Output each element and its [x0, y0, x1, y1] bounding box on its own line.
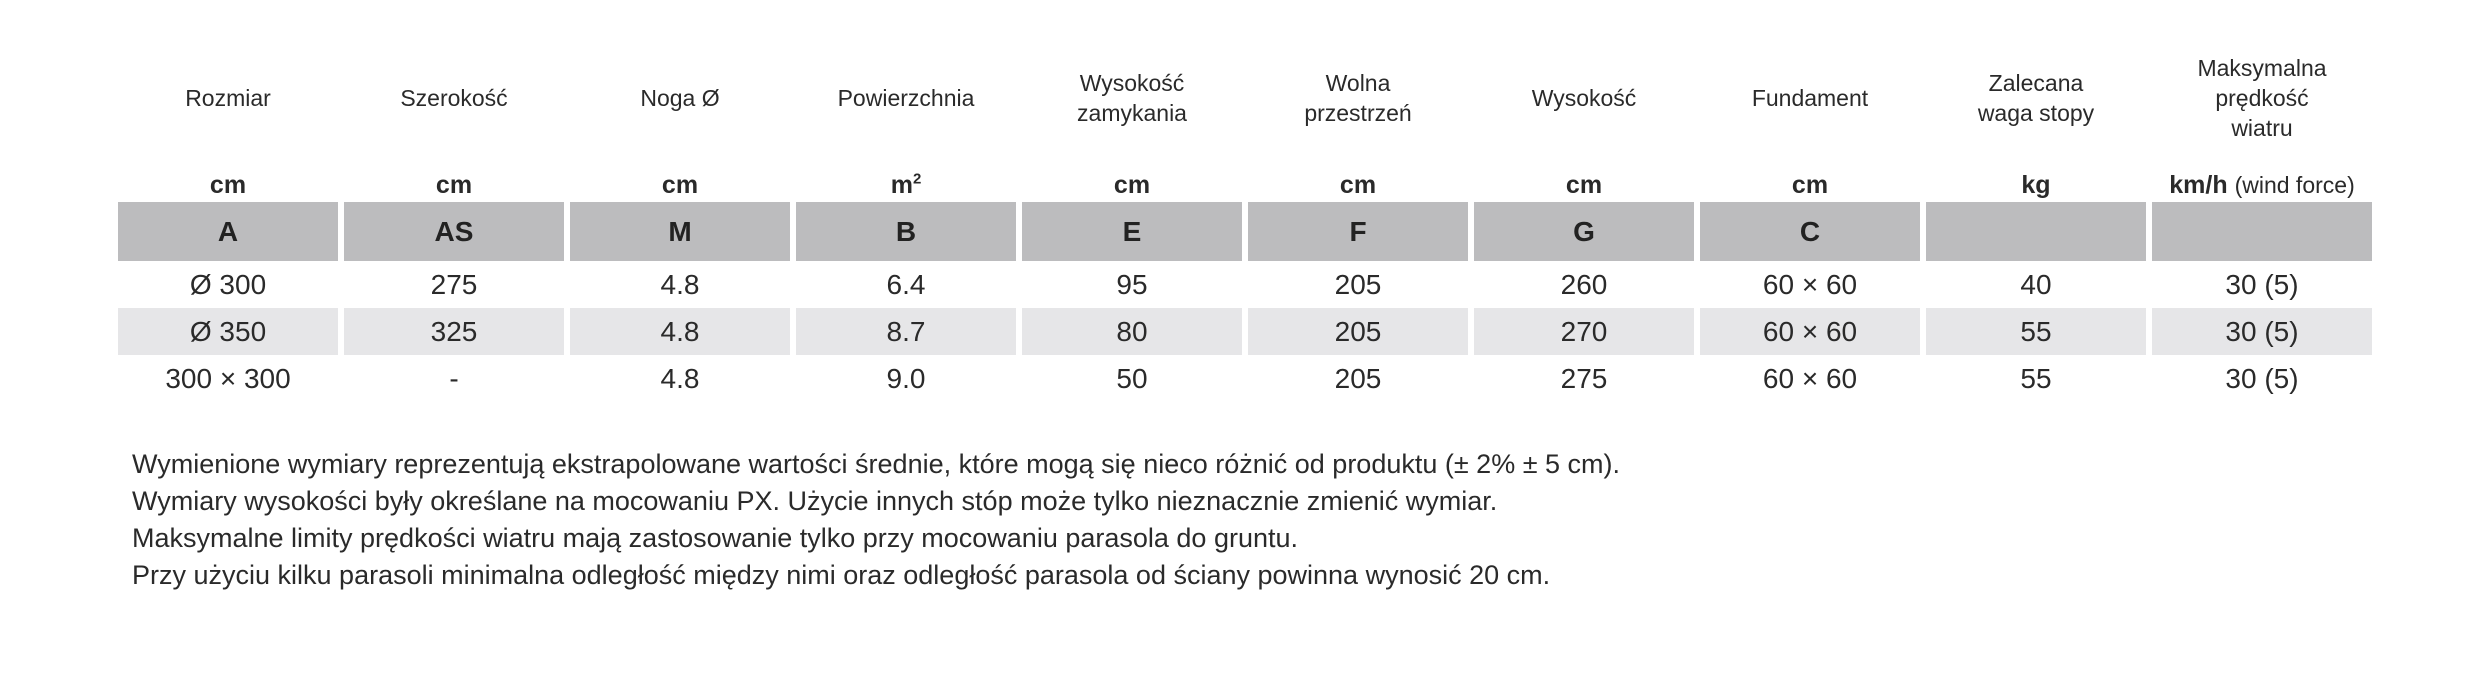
- header-noga: Noga Ø: [640, 84, 720, 111]
- table-cell: 4.8: [660, 269, 700, 300]
- table-cell: 325: [344, 308, 564, 355]
- table-cell: 205: [1334, 269, 1382, 300]
- table-cell: Ø 300: [189, 269, 267, 300]
- table-row: [118, 355, 2364, 402]
- table-cell: Ø 350: [118, 308, 338, 355]
- table-cell: 50: [1116, 363, 1148, 394]
- letter-cell: M: [570, 202, 790, 261]
- note-line: Przy użyciu kilku parasoli minimalna odległość między nimi oraz odległość parasola od ściany powinna wynosić 20 cm.: [132, 560, 1551, 590]
- letter-cell: C: [1700, 202, 1920, 261]
- spec-table: [118, 0, 2364, 402]
- table-cell: 60 × 60: [1762, 269, 1858, 300]
- table-cell: 9.0: [886, 363, 926, 394]
- table-cell: 55: [2020, 363, 2052, 394]
- unit-cell: cm: [661, 171, 699, 199]
- letter-cell: [2152, 202, 2372, 261]
- letter-cell: A: [118, 202, 338, 261]
- note-line: Wymiary wysokości były określane na mocowaniu PX. Użycie innych stóp może tylko nieznacznie zmienić wymiar.: [132, 486, 1498, 516]
- table-cell: 260: [1560, 269, 1608, 300]
- table-cell: 30 (5): [2152, 308, 2372, 355]
- table-cell: 4.8: [660, 363, 700, 394]
- unit-cell: cm: [1113, 171, 1151, 199]
- header-row: [118, 0, 2364, 140]
- letter-cell: B: [796, 202, 1016, 261]
- table-cell: 80: [1022, 308, 1242, 355]
- unit-kmh: km/h: [2169, 171, 2228, 199]
- letter-cell: [1926, 202, 2146, 261]
- letter-cell: E: [1022, 202, 1242, 261]
- table-row: [118, 308, 2364, 355]
- table-cell: 8.7: [796, 308, 1016, 355]
- table-cell: 60 × 60: [1762, 363, 1858, 394]
- unit-superscript: 2: [912, 170, 922, 188]
- letter-cell: F: [1248, 202, 1468, 261]
- unit-cell-wind: [2152, 170, 2372, 200]
- table-row: [118, 261, 2364, 308]
- unit-cell: kg: [2021, 171, 2051, 199]
- letter-cell: G: [1474, 202, 1694, 261]
- table-cell: 95: [1116, 269, 1148, 300]
- table-cell: 30 (5): [2225, 269, 2299, 300]
- header-predkosc-wiatru: Maksymalna prędkość wiatru: [2197, 54, 2327, 141]
- table-cell: 205: [1248, 308, 1468, 355]
- note-line: Maksymalne limity prędkości wiatru mają zastosowanie tylko przy mocowaniu parasola do gruntu.: [132, 523, 1298, 553]
- unit-cell: cm: [1565, 171, 1603, 199]
- unit-cell: cm: [1791, 171, 1829, 199]
- notes-block: [132, 446, 1620, 594]
- table-cell: 60 × 60: [1700, 308, 1920, 355]
- table-cell: -: [449, 363, 459, 394]
- note-line: Wymienione wymiary reprezentują ekstrapolowane wartości średnie, które mogą się nieco różnić od produktu (± 2% ± 5 cm).: [132, 449, 1621, 479]
- table-cell: 270: [1474, 308, 1694, 355]
- header-szerokosc: Szerokość: [400, 84, 508, 111]
- header-wysokosc: Wysokość: [1531, 84, 1637, 111]
- letter-cell: AS: [344, 202, 564, 261]
- unit-cell: cm: [1339, 171, 1377, 199]
- unit-m: m: [890, 171, 913, 199]
- table-cell: 300 × 300: [165, 363, 291, 394]
- table-cell: 4.8: [570, 308, 790, 355]
- header-fundament: Fundament: [1751, 84, 1869, 111]
- header-rozmiar: Rozmiar: [185, 84, 271, 111]
- header-powierzchnia: Powierzchnia: [837, 84, 975, 111]
- table-cell: 6.4: [886, 269, 926, 300]
- table-cell: 205: [1334, 363, 1382, 394]
- letters-row: [118, 202, 2364, 261]
- unit-cell: cm: [435, 171, 473, 199]
- units-row: [118, 170, 2364, 200]
- unit-cell-area: [796, 170, 1016, 200]
- unit-wind-force: (wind force): [2234, 172, 2355, 198]
- table-cell: 275: [1560, 363, 1608, 394]
- header-wysokosc-zamykania: Wysokość zamykania: [1077, 69, 1187, 126]
- table-cell: 275: [430, 269, 478, 300]
- table-cell: 40: [2020, 269, 2052, 300]
- table-cell: 55: [1926, 308, 2146, 355]
- header-wolna-przestrzen: Wolna przestrzeń: [1304, 69, 1412, 126]
- table-cell: 30 (5): [2225, 363, 2299, 394]
- unit-cell: cm: [209, 171, 247, 199]
- header-zalecana-waga: Zalecana waga stopy: [1977, 69, 2095, 126]
